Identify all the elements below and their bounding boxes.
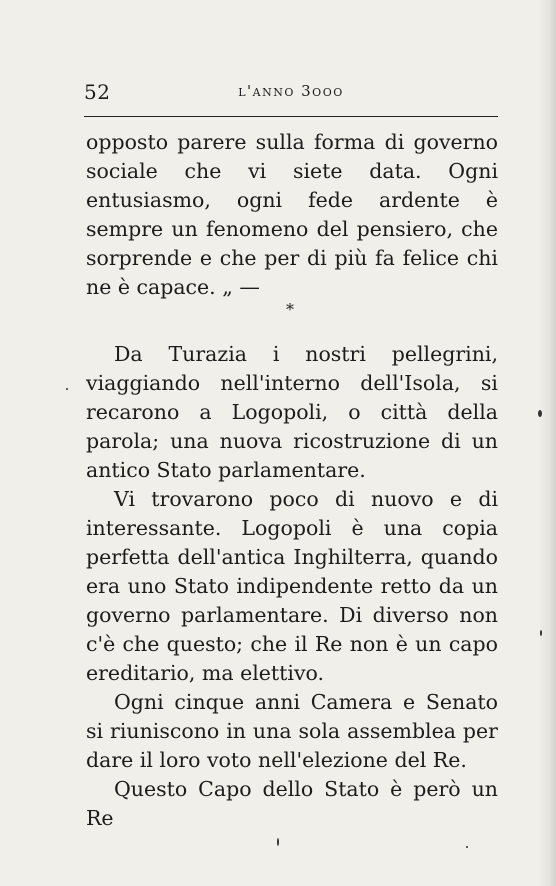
print-speck — [540, 630, 542, 636]
print-speck — [277, 838, 279, 846]
section-break-asterisk: * — [286, 300, 294, 319]
body-text — [86, 340, 498, 833]
page-edge-shadow — [538, 0, 556, 886]
paragraph-logopoli: Da Turazia i nostri pellegrini, viaggiando nell'interno dell'Isola, si recarono a Logopoli, o città della parola; una nuova ricostruzione di un antico Stato parlamentare. — [86, 342, 498, 482]
print-speck — [66, 388, 68, 390]
print-speck — [466, 846, 468, 848]
continued-paragraph: opposto parere sulla forma di governo sociale che vi siete data. Ogni entusiasmo, ogni fede ardente è sempre un fenomeno del pensiero, che sorprende e che per di più fa felice chi ne è capace. „ — — [86, 130, 498, 299]
print-speck — [538, 410, 542, 417]
page-number: 52 — [84, 80, 111, 104]
header-rule — [84, 116, 498, 117]
paragraph-election: Ogni cinque anni Camera e Senato si riuniscono in una sola assemblea per dare il loro voto nell'elezione del Re. — [86, 690, 498, 772]
continued-paragraph-block — [86, 128, 498, 302]
page-header — [84, 80, 498, 104]
paragraph-description: Vi trovarono poco di nuovo e di interessante. Logopoli è una copia perfetta dell'antica Inghilterra, quando era uno Stato indipendente retto da un governo parlamentare. Di diverso non c'è che questo; che il Re non è un capo ereditario, ma elettivo. — [86, 487, 498, 685]
paragraph-head-of-state: Questo Capo dello Stato è però un Re — [86, 777, 498, 830]
running-title: l'anno 3ooo — [238, 82, 344, 100]
